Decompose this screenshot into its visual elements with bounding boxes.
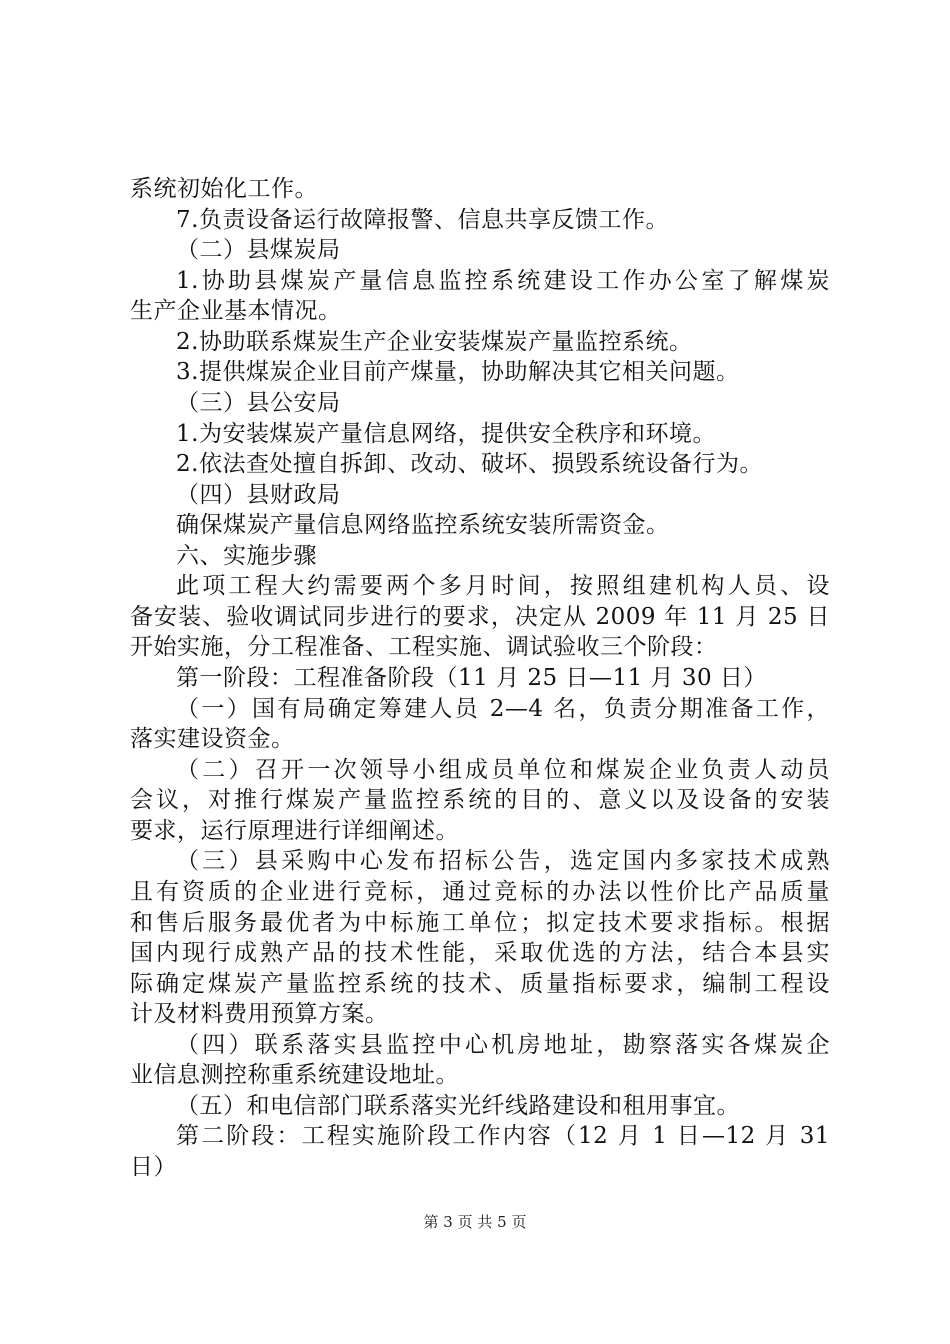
text-line: 要求，运行原理进行详细阐述。: [130, 818, 459, 844]
text-line: 备安装、验收调试同步进行的要求，决定从 2009 年 11 月 25 日: [130, 604, 830, 630]
text-line: 开始实施，分工程准备、工程实施、调试验收三个阶段：: [130, 634, 718, 660]
text-line: 此项工程大约需要两个多月时间，按照组建机构人员、设: [176, 573, 830, 599]
text-line: （四）县财政局: [176, 482, 341, 508]
text-line: 和售后服务最优者为中标施工单位；拟定技术要求指标。根据: [130, 910, 830, 936]
text-line: 国内现行成熟产品的技术性能，采取优选的方法，结合本县实: [130, 940, 830, 966]
text-line: 2.协助联系煤炭生产企业安装煤炭产量监控系统。: [176, 329, 693, 355]
page-footer: 第 3 页 共 5 页: [423, 1213, 527, 1231]
text-line: （三）县公安局: [176, 390, 341, 416]
text-line: （五）和电信部门联系落实光纤线路建设和租用事宜。: [176, 1093, 740, 1119]
text-line: （三）县采购中心发布招标公告，选定国内多家技术成熟: [176, 848, 830, 874]
text-line: 7.负责设备运行故障报警、信息共享反馈工作。: [176, 207, 669, 233]
text-line: 第一阶段：工程准备阶段（11 月 25 日—11 月 30 日）: [176, 665, 767, 691]
text-line: 1.为安装煤炭产量信息网络，提供安全秩序和环境。: [176, 421, 716, 447]
text-line: 且有资质的企业进行竞标，通过竞标的办法以性价比产品质量: [130, 879, 830, 905]
text-line: （二）召开一次领导小组成员单位和煤炭企业负责人动员: [176, 757, 830, 783]
text-line: 第二阶段：工程实施阶段工作内容（12 月 1 日—12 月 31: [176, 1123, 830, 1149]
text-line: （四）联系落实县监控中心机房地址，勘察落实各煤炭企: [176, 1032, 830, 1058]
text-line: 际确定煤炭产量监控系统的技术、质量指标要求，编制工程设: [130, 971, 830, 997]
text-line: 会议，对推行煤炭产量监控系统的目的、意义以及设备的安装: [130, 787, 830, 813]
text-line: 3.提供煤炭企业目前产煤量，协助解决其它相关问题。: [176, 359, 740, 385]
text-line: 1.协助县煤炭产量信息监控系统建设工作办公室了解煤炭: [176, 268, 830, 294]
text-line: 确保煤炭产量信息网络监控系统安装所需资金。: [176, 512, 670, 538]
text-line: （二）县煤炭局: [176, 237, 341, 263]
text-line: 六、实施步骤: [176, 543, 317, 569]
text-line: 计及材料费用预算方案。: [130, 1001, 389, 1027]
text-line: （一）国有局确定筹建人员 2—4 名，负责分期准备工作，: [176, 696, 830, 722]
text-line: 系统初始化工作。: [130, 176, 318, 202]
text-line: 日）: [130, 1154, 177, 1180]
text-line: 2.依法查处擅自拆卸、改动、破坏、损毁系统设备行为。: [176, 451, 763, 477]
text-line: 生产企业基本情况。: [130, 298, 342, 324]
text-line: 落实建设资金。: [130, 726, 295, 752]
text-line: 业信息测控称重系统建设地址。: [130, 1062, 459, 1088]
